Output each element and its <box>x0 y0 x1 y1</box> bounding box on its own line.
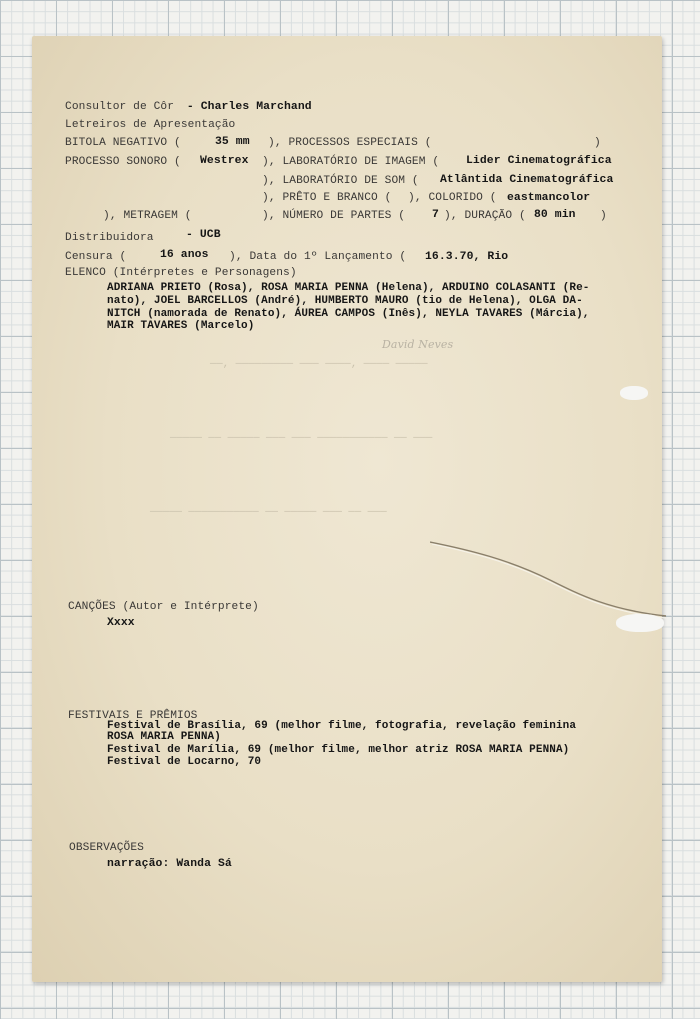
colorido-value: eastmancolor <box>507 192 591 204</box>
festival-line: ROSA MARIA PENNA) <box>107 731 221 743</box>
elenco-line: nato), JOEL BARCELLOS (André), HUMBERTO MAURO (tio de Helena), OLGA DA- <box>107 295 583 307</box>
festivais-label: FESTIVAIS E PRÊMIOS <box>68 710 198 722</box>
sonoro-label: PROCESSO SONORO ( <box>65 156 181 168</box>
distribuidora-label: Distribuidora <box>65 232 154 244</box>
duracao-close: ) <box>600 210 607 222</box>
bleed-through-line: ————— ——————————— —— ————— ——— —— ——— <box>150 506 387 518</box>
cancoes-label: CANÇÕES (Autor e Intérprete) <box>68 601 259 613</box>
lab-imagem-label: ), LABORATÓRIO DE IMAGEM ( <box>262 156 440 168</box>
bitola-value: 35 mm <box>215 136 250 148</box>
lab-som-label: ), LABORATÓRIO DE SOM ( <box>262 175 419 187</box>
elenco-label: ELENCO (Intérpretes e Personagens) <box>65 267 297 279</box>
cancoes-value: Xxxx <box>107 617 135 629</box>
lancamento-label: ), Data do 1º Lançamento ( <box>229 251 407 263</box>
distribuidora-value: - UCB <box>186 229 221 241</box>
censura-value: 16 anos <box>160 249 209 261</box>
bitola-label: BITOLA NEGATIVO ( <box>65 137 181 149</box>
lab-som-value: Atlântida Cinematográfica <box>440 174 614 186</box>
observacoes-label: OBSERVAÇÕES <box>69 842 144 854</box>
partes-value: 7 <box>432 209 439 221</box>
letreiros-label: Letreiros de Apresentação <box>65 119 236 131</box>
festival-line: Festival de Marília, 69 (melhor filme, melhor atriz ROSA MARIA PENNA) <box>107 744 570 756</box>
paper-tear <box>430 540 670 620</box>
lab-imagem-value: Lider Cinematográfica <box>466 155 612 167</box>
processos-close: ) <box>594 137 601 149</box>
processos-label: ), PROCESSOS ESPECIAIS ( <box>268 137 432 149</box>
lancamento-value: 16.3.70, Rio <box>425 251 509 263</box>
festival-line: Festival de Locarno, 70 <box>107 756 262 768</box>
pb-label: ), PRÊTO E BRANCO ( <box>262 192 392 204</box>
festival-line: Festival de Brasília, 69 (melhor filme, fotografia, revelação feminina <box>107 720 577 732</box>
sonoro-value: Westrex <box>200 155 249 167</box>
elenco-line: MAIR TAVARES (Marcelo) <box>107 320 255 332</box>
bleed-through-line: ——, ————————— ——— ————, ———— ————— <box>210 358 428 370</box>
bleed-through-line: ————— —— ————— ——— ——— ——————————— —— ——— <box>170 432 433 444</box>
paper-hole-lower <box>616 614 664 632</box>
paper-hole-upper <box>620 386 648 400</box>
consultor-row <box>65 101 312 113</box>
elenco-line: ADRIANA PRIETO (Rosa), ROSA MARIA PENNA (Helena), ARDUINO COLASANTI (Re- <box>107 282 590 294</box>
partes-label: ), NÚMERO DE PARTES ( <box>262 210 406 222</box>
handwritten-note: David Neves <box>382 338 454 351</box>
duracao-value: 80 min <box>534 209 576 221</box>
consultor-label: Consultor de Côr <box>65 101 175 113</box>
metragem-label: ), METRAGEM ( <box>103 210 192 222</box>
duracao-label: ), DURAÇÃO ( <box>444 210 526 222</box>
elenco-line: NITCH (namorada de Renato), ÁUREA CAMPOS (Inês), NEYLA TAVARES (Márcia), <box>107 308 590 320</box>
consultor-value: - Charles Marchand <box>186 101 312 113</box>
censura-label: Censura ( <box>65 251 127 263</box>
colorido-label: ), COLORIDO ( <box>408 192 497 204</box>
observacoes-value: narração: Wanda Sá <box>107 858 232 870</box>
